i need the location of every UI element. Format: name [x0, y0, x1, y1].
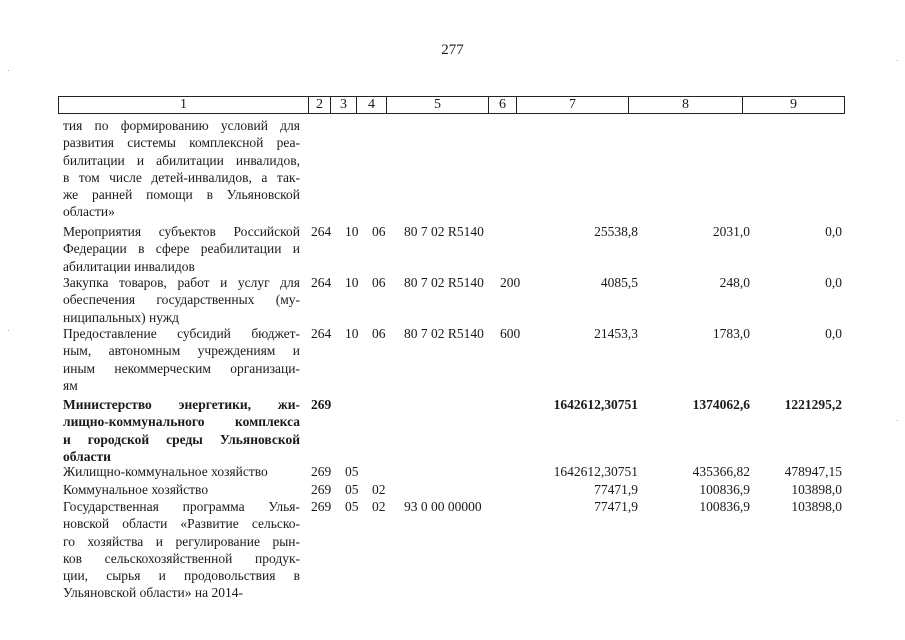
- amount-year-1: 77471,9: [594, 499, 638, 514]
- scan-artifact: [897, 420, 898, 421]
- expense-type-code: 200: [500, 275, 521, 290]
- description-line: Ульяновской области» на 2014-: [63, 585, 243, 601]
- row-description: [63, 396, 300, 465]
- description-line: билитации и абилитации инвалидов,: [63, 152, 300, 168]
- scan-artifact: [897, 60, 898, 61]
- description-line: ным, автономным учреждениям и: [63, 343, 300, 359]
- row-description: [63, 481, 300, 498]
- row-description: [63, 325, 300, 394]
- subsection-code: 06: [372, 326, 386, 341]
- row-description: [63, 274, 300, 326]
- subsection-code: 06: [372, 224, 386, 239]
- ministry-code: 264: [311, 326, 332, 341]
- description-line: в том числе детей-инвалидов, а так-: [63, 169, 300, 185]
- description-line: Предоставление субсидий бюджет-: [63, 326, 300, 341]
- amount-year-1: 1642612,30751: [553, 397, 638, 412]
- amount-year-2: 100836,9: [699, 482, 750, 497]
- amount-year-3: 103898,0: [791, 482, 842, 497]
- amount-year-2: 1374062,6: [692, 397, 750, 412]
- row-description: [63, 463, 300, 480]
- subsection-code: 02: [372, 482, 386, 497]
- description-line: области»: [63, 204, 115, 220]
- description-line: ниципальных) нужд: [63, 309, 180, 325]
- description-line: Государственная программа Улья-: [63, 499, 300, 514]
- amount-year-3: 0,0: [825, 224, 842, 239]
- section-code: 05: [345, 482, 359, 497]
- description-line: новской области «Развитие сельско-: [63, 516, 300, 532]
- description-line: Коммунальное хозяйство: [63, 482, 209, 497]
- description-line: иным некоммерческим организаци-: [63, 360, 300, 376]
- column-header-6: 6: [489, 97, 517, 114]
- description-line: Федерации в сфере реабилитации и: [63, 241, 300, 257]
- amount-year-2: 1783,0: [712, 326, 750, 341]
- amount-year-2: 248,0: [719, 275, 750, 290]
- description-line: Закупка товаров, работ и услуг для: [63, 275, 300, 290]
- amount-year-1: 77471,9: [594, 482, 638, 497]
- section-code: 10: [345, 326, 359, 341]
- amount-year-2: 435366,82: [692, 464, 750, 479]
- target-article-code: 93 0 00 00000: [404, 499, 482, 514]
- column-header-4: 4: [357, 97, 387, 114]
- row-description: [63, 223, 300, 275]
- subsection-code: 06: [372, 275, 386, 290]
- description-line: обеспечения государственных (му-: [63, 292, 300, 308]
- subsection-code: 02: [372, 499, 386, 514]
- ministry-code: 269: [311, 397, 332, 412]
- amount-year-1: 1642612,30751: [553, 464, 638, 479]
- description-line: Мероприятия субъектов Российской: [63, 224, 300, 239]
- section-code: 05: [345, 464, 359, 479]
- column-header-1: 1: [59, 97, 309, 114]
- description-line: ков сельскохозяйственной продук-: [63, 550, 300, 566]
- column-header-5: 5: [387, 97, 489, 114]
- section-code: 05: [345, 499, 359, 514]
- description-line: и городской среды Ульяновской: [63, 431, 300, 447]
- description-line: тия по формированию условий для: [63, 118, 300, 133]
- amount-year-3: 103898,0: [791, 499, 842, 514]
- description-line: ям: [63, 377, 78, 393]
- amount-year-1: 4085,5: [600, 275, 638, 290]
- page-number: 277: [441, 42, 464, 58]
- column-header-3: 3: [331, 97, 357, 114]
- row-description: [63, 498, 300, 602]
- ministry-code: 269: [311, 482, 332, 497]
- amount-year-3: 478947,15: [784, 464, 842, 479]
- column-header-row: [58, 96, 845, 114]
- description-line: Министерство энергетики, жи-: [63, 397, 300, 412]
- amount-year-1: 25538,8: [594, 224, 638, 239]
- amount-year-3: 0,0: [825, 275, 842, 290]
- amount-year-2: 100836,9: [699, 499, 750, 514]
- description-line: же ранней помощи в Ульяновской: [63, 187, 300, 203]
- description-line: Жилищно-коммунальное хозяйство: [63, 464, 268, 479]
- column-header-2: 2: [309, 97, 331, 114]
- description-line: ции, сырья и продовольствия в: [63, 568, 300, 584]
- amount-year-1: 21453,3: [594, 326, 638, 341]
- description-line: развития системы комплексной реа-: [63, 135, 300, 151]
- description-line: абилитации инвалидов: [63, 258, 195, 274]
- row-description: [63, 117, 300, 221]
- target-article-code: 80 7 02 R5140: [404, 326, 484, 341]
- target-article-code: 80 7 02 R5140: [404, 224, 484, 239]
- column-header-9: 9: [743, 97, 845, 114]
- ministry-code: 264: [311, 224, 332, 239]
- description-line: области: [63, 448, 111, 464]
- section-code: 10: [345, 275, 359, 290]
- target-article-code: 80 7 02 R5140: [404, 275, 484, 290]
- description-line: лищно-коммунального комплекса: [63, 414, 300, 430]
- section-code: 10: [345, 224, 359, 239]
- ministry-code: 269: [311, 499, 332, 514]
- scan-artifact: [8, 70, 9, 71]
- ministry-code: 269: [311, 464, 332, 479]
- column-header-7: 7: [517, 97, 629, 114]
- amount-year-3: 1221295,2: [784, 397, 842, 412]
- amount-year-2: 2031,0: [712, 224, 750, 239]
- description-line: го хозяйства и регулирование рын-: [63, 533, 300, 549]
- column-header-8: 8: [629, 97, 743, 114]
- expense-type-code: 600: [500, 326, 521, 341]
- scan-artifact: [8, 330, 9, 331]
- amount-year-3: 0,0: [825, 326, 842, 341]
- ministry-code: 264: [311, 275, 332, 290]
